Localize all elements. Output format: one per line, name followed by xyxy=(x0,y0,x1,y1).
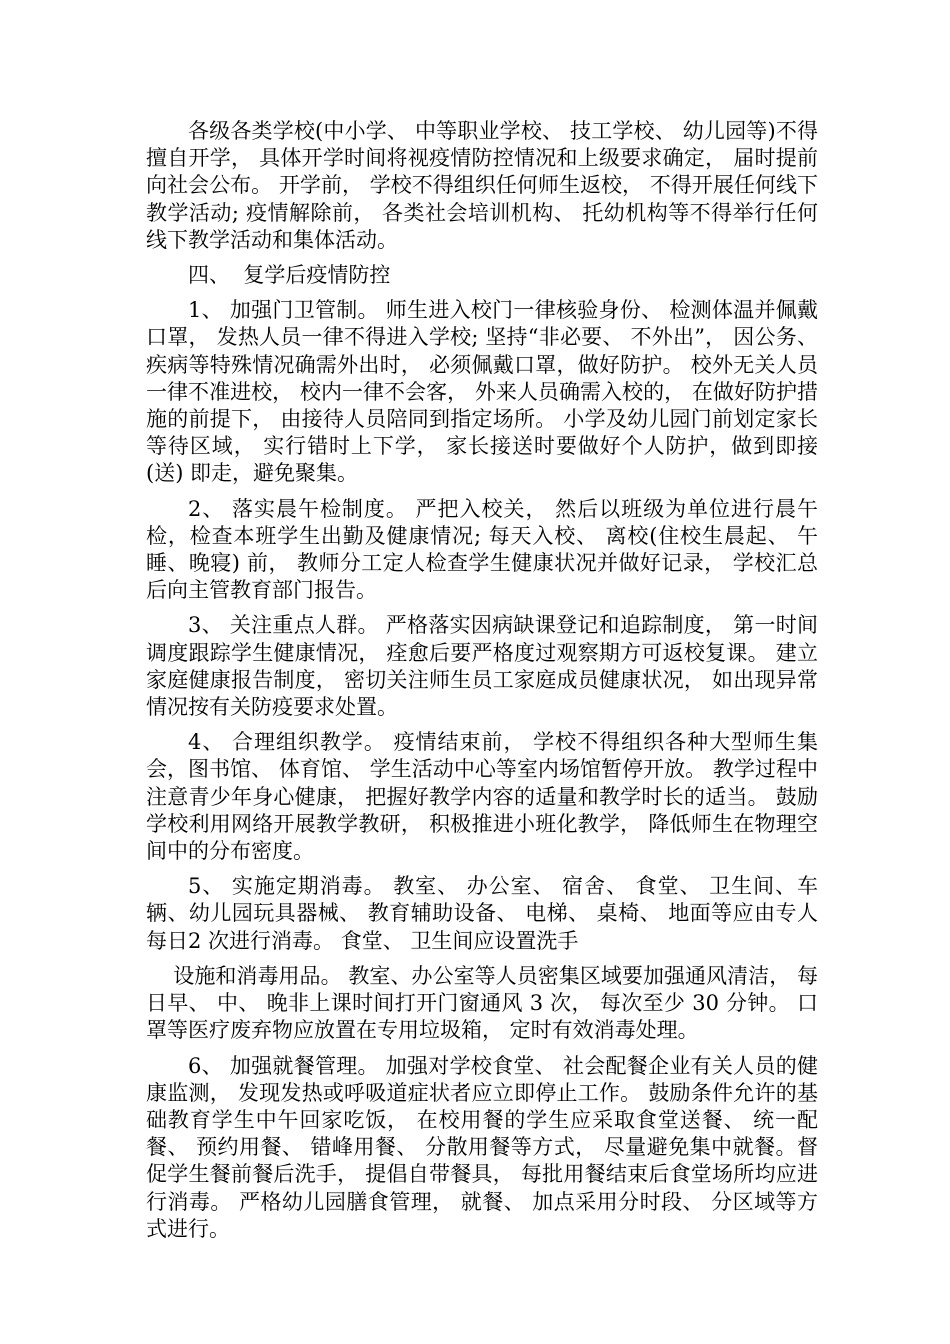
item-3-paragraph: 3、 关注重点人群。 严格落实因病缺课登记和追踪制度， 第一时间调度跟踪学生健康情况， 痊愈后要严格度过观察期方可返校复课。 建立家庭健康报告制度， 密切关注师生员工家庭成员健康状况， 如出现异常情况按有关防疫要求处置。 xyxy=(146,613,818,720)
section-heading: 四、 复学后疫情防控 xyxy=(188,263,391,288)
document-page xyxy=(146,118,825,1243)
item-1-paragraph: 1、 加强门卫管制。 师生进入校门一律核验身份、 检测体温并佩戴口罩， 发热人员一律不得进入学校; 坚持“非必要、 不外出”， 因公务、 疾病等特殊情况确需外出时， 必须佩戴口罩，做好防护。 校外无关人员一律不准进校， 校内一律不会客， 外来人员确需入校的， 在做好防护措施的前提下， 由接待人员陪同到指定场所。 小学及幼儿园门前划定家长等待区域， 实行错时上下学， 家长接送时要做好个人防护，做到即接(送) 即走，避免聚集。 xyxy=(146,298,825,486)
item-4-paragraph: 4、 合理组织教学。 疫情结束前， 学校不得组织各种大型师生集会，图书馆、 体育馆、 学生活动中心等室内场馆暂停开放。 教学过程中注意青少年身心健康， 把握好教学内容的适量和教学时长的适当。 鼓励学校利用网络开展教学教研， 积极推进小班化教学， 降低师生在物理空间中的分布密度。 xyxy=(146,730,818,864)
item-5-paragraph: 5、 实施定期消毒。 教室、 办公室、 宿舍、 食堂、 卫生间、车辆、幼儿园玩具器械、 教育辅助设备、 电梯、 桌椅、 地面等应由专人每日2 次进行消毒。 食堂、 卫生间应设置洗手 xyxy=(146,874,818,953)
intro-paragraph: 各级各类学校(中小学、 中等职业学校、 技工学校、 幼儿园等)不得擅自开学， 具体开学时间将视疫情防控情况和上级要求确定， 届时提前向社会公布。 开学前， 学校不得组织任何师生返校， 不得开展任何线下教学活动; 疫情解除前， 各类社会培训机构、 托幼机构等不得举行任何线下教学活动和集体活动。 xyxy=(146,119,818,252)
item-2-paragraph: 2、 落实晨午检制度。 严把入校关， 然后以班级为单位进行晨午检，检查本班学生出勤及健康情况; 每天入校、 离校(住校生晨起、 午睡、晚寝) 前， 教师分工定人检查学生健康状况并做好记录， 学校汇总后向主管教育部门报告。 xyxy=(146,496,818,603)
item-6-paragraph: 6、 加强就餐管理。 加强对学校食堂、 社会配餐企业有关人员的健康监测， 发现发热或呼吸道症状者应立即停止工作。 鼓励条件允许的基础教育学生中午回家吃饭， 在校用餐的学生应采取食堂送餐、 统一配餐、 预约用餐、 错峰用餐、 分散用餐等方式， 尽量避免集中就餐。督促学生餐前餐后洗手， 提倡自带餐具， 每批用餐结束后食堂场所均应进行消毒。 严格幼儿园膳食管理， 就餐、 加点采用分时段、 分区域等方式进行。 xyxy=(146,1053,818,1241)
item-5-continuation-paragraph: 设施和消毒用品。 教室、办公室等人员密集区域要加强通风清洁， 每日早、 中、 晚非上课时间打开门窗通风 3 次， 每次至少 30 分钟。 口罩等医疗废弃物应放置在专用垃圾箱， 定时有效消毒处理。 xyxy=(146,963,818,1043)
